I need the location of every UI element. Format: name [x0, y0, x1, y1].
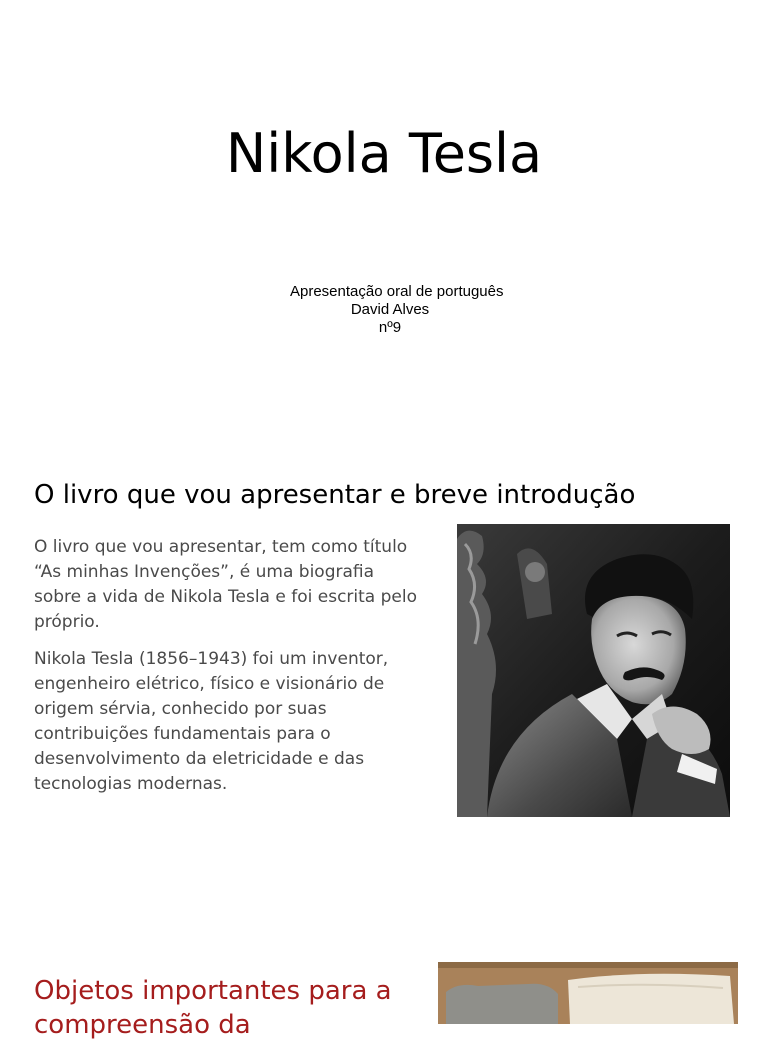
subtitle-line-presentation: Apresentação oral de português [290, 283, 504, 300]
intro-paragraph-book: O livro que vou apresentar, tem como título “As minhas Invenções”, é uma biografia sobre a vida de Nikola Tesla e foi escrita pelo próprio. [34, 537, 417, 632]
subtitle-line-number: nº9 [378, 319, 402, 336]
intro-text [34, 535, 419, 809]
section-heading-book: O livro que vou apresentar e breve introdução [34, 480, 636, 510]
slide-title: Nikola Tesla [225, 122, 543, 185]
tesla-portrait-image [457, 524, 730, 817]
intro-paragraph-biography: Nikola Tesla (1856–1943) foi um inventor, engenheiro elétrico, físico e visionário de origem sérvia, conhecido por suas contribuições fundamentais para o desenvolvimento da eletricidade e das tecnologias modernas. [34, 649, 389, 794]
objects-photo [438, 962, 738, 1024]
subtitle-block [290, 283, 504, 337]
section-heading-objects: Objetos importantes para a compreensão da [34, 976, 392, 1040]
subtitle-line-author: David Alves [350, 301, 430, 318]
